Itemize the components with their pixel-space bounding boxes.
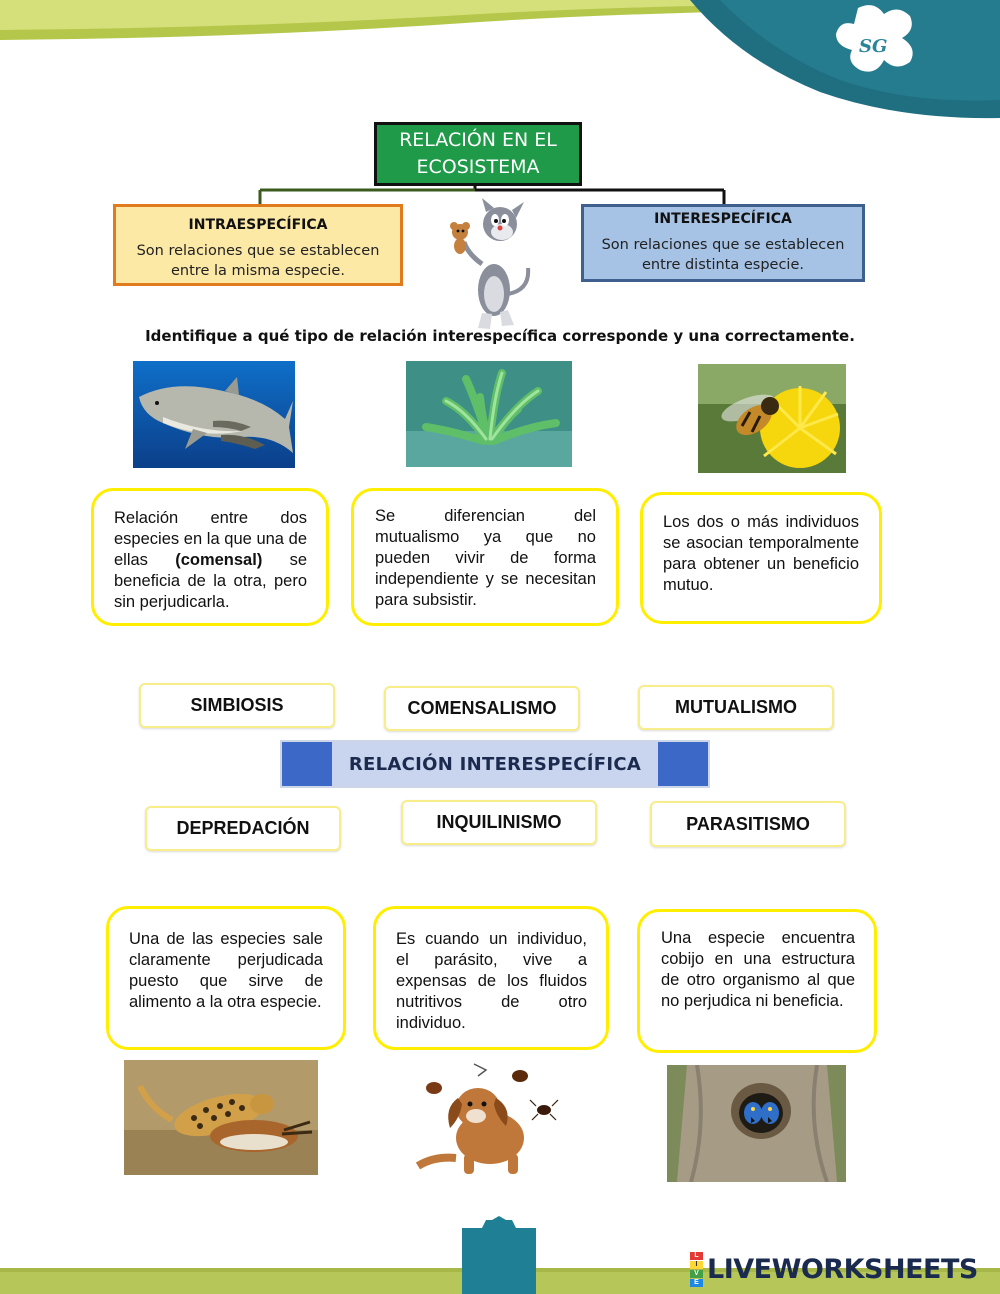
interespecifica-heading: INTERESPECÍFICA (654, 211, 792, 227)
sea-anemone-photo (406, 361, 572, 467)
definition-text: Una de las especies sale claramente perjudicada puesto que sirve de alimento a la otra especie. (129, 930, 323, 1011)
shark-remora-photo (133, 361, 295, 468)
intraespecifica-heading: INTRAESPECÍFICA (188, 217, 328, 233)
svg-text:SG: SG (859, 36, 888, 57)
definition-box-parasitismo (373, 906, 609, 1050)
brand-badge-icon (690, 1252, 703, 1287)
definition-bold-term: (comensal) (175, 551, 263, 569)
definition-box-inquilinismo (637, 909, 877, 1053)
concept-map-title-text: RELACIÓN EN EL ECOSISTEMA (399, 129, 557, 178)
cat-and-mouse-illustration (438, 198, 538, 333)
label-depredacion[interactable]: DEPREDACIÓN (145, 806, 341, 851)
brand-text: LIVEWORKSHEETS (707, 1253, 978, 1285)
label-mutualismo[interactable]: MUTUALISMO (638, 685, 834, 730)
intraespecifica-text: Son relaciones que se establecen entre la misma especie. (136, 243, 380, 279)
badge-letter: V (690, 1270, 703, 1278)
bee-flower-photo (698, 364, 846, 473)
definition-text-end: se beneficia de la otra, pero sin perjudicarla. (114, 551, 307, 611)
definition-box-comensalismo (91, 488, 329, 626)
leopard-antelope-photo (124, 1060, 318, 1175)
dog-parasites-photo (404, 1058, 574, 1180)
definition-box-depredacion (106, 906, 346, 1050)
footer-tab-decoration (462, 1216, 536, 1266)
badge-letter: I (690, 1261, 703, 1269)
definition-text: Se diferencian del mutualismo ya que no pueden vivir de forma independiente y se necesitan para subsistir. (375, 507, 596, 609)
definition-text: Es cuando un individuo, el parásito, vive a expensas de los fluidos nutritivos de otro individuo. (396, 930, 587, 1032)
definition-box-mutualismo (640, 492, 882, 624)
label-simbiosis[interactable]: SIMBIOSIS (139, 683, 335, 728)
label-parasitismo[interactable]: PARASITISMO (650, 801, 846, 847)
definition-text: Los dos o más individuos se asocian temporalmente para obtener un beneficio mutuo. (663, 513, 859, 594)
liveworksheets-brand[interactable] (690, 1252, 978, 1286)
center-label: RELACIÓN INTERESPECÍFICA (332, 742, 658, 786)
badge-letter: L (690, 1252, 703, 1260)
interespecifica-box (581, 204, 865, 282)
label-inquilinismo[interactable]: INQUILINISMO (401, 800, 597, 845)
label-comensalismo[interactable]: COMENSALISMO (384, 686, 580, 731)
badge-letter: E (690, 1279, 703, 1287)
definition-text: Una especie encuentra cobijo en una estructura de otro organismo al que no perjudica ni beneficia. (661, 929, 855, 1010)
interespecifica-text: Son relaciones que se establecen entre distinta especie. (601, 237, 845, 273)
concept-map-title (374, 122, 582, 186)
definition-text: Relación entre dos especies en la que una de ellas (114, 509, 307, 569)
definition-box-simbiosis (351, 488, 619, 626)
instruction-text: Identifique a qué tipo de relación interespecífica corresponde y una correctamente. (145, 327, 855, 345)
bird-tree-hollow-photo (667, 1065, 846, 1182)
intraespecifica-box (113, 204, 403, 286)
